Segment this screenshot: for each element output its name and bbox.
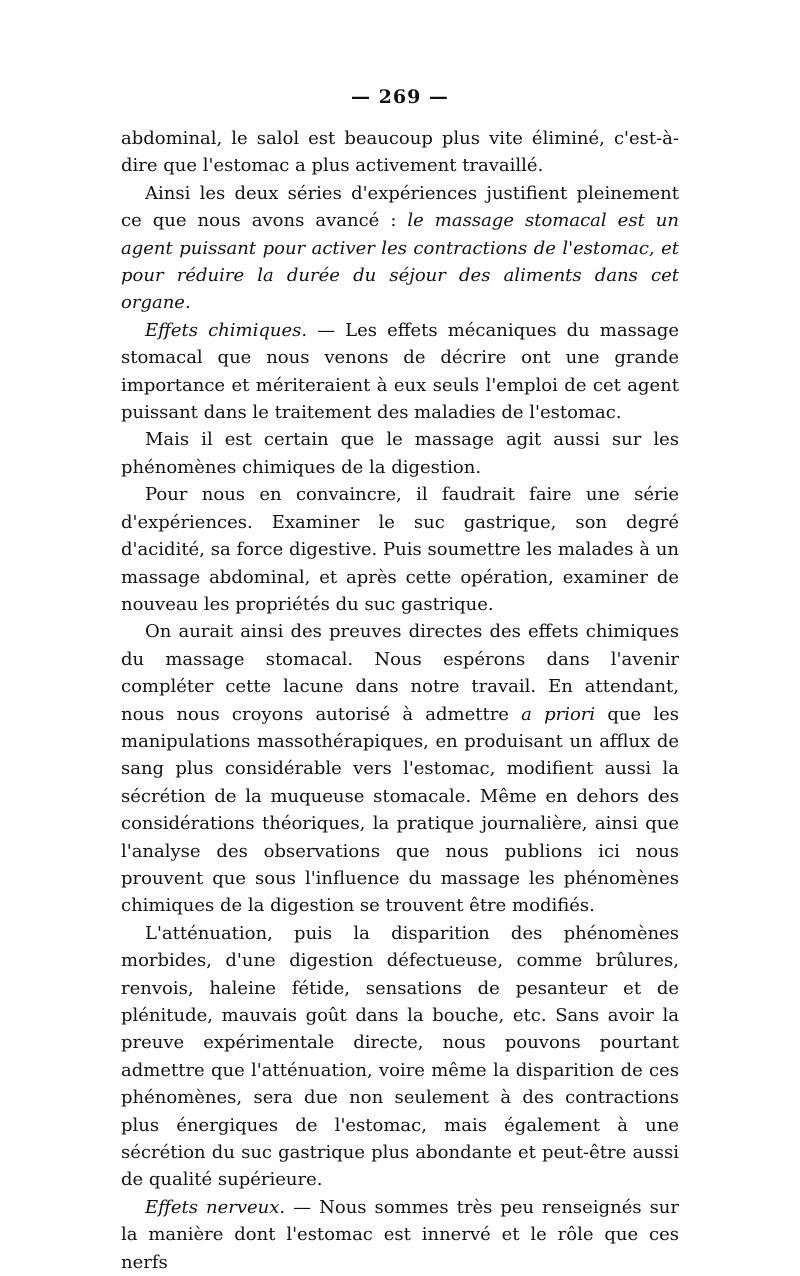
body-text <box>121 125 679 1276</box>
paragraph-text: On aurait ainsi des preuves directes des effets chimiques du massage stomacal. Nous espérons dans l'avenir compléter cette lacune dans notre travail. En attendant, nous nous croyons autorisé à admettre <box>121 621 679 725</box>
paragraph: L'atténuation, puis la disparition des phénomènes morbides, d'une digestion défectueuse, comme brûlures, renvois, haleine fétide, sensations de pesanteur et de plénitude, mauvais goût dans la bouche, etc. Sans avoir la preuve expérimentale directe, nous pouvons pourtant admettre que l'atténuation, voire même la disparition de ces phénomènes, sera due non seulement à des contractions plus énergiques de l'estomac, mais également à une sécrétion du suc gastrique plus abondante et peut-être aussi de qualité supérieure. <box>121 922 679 1191</box>
paragraph-text: — Nous sommes très peu renseignés sur la manière dont l'estomac est innervé et le rôle que ces nerfs <box>121 1196 679 1273</box>
paragraph <box>121 317 679 427</box>
italic-term: a priori <box>521 703 596 725</box>
section-heading: Effets nerveux. <box>145 1196 286 1218</box>
paragraph <box>121 618 679 919</box>
section-heading: Effets chimiques. <box>145 319 308 341</box>
paragraph-text: Ainsi les deux séries d'expériences justifient pleinement ce que nous avons avancé : <box>121 182 679 232</box>
paragraph-text: que les manipulations massothérapiques, en produisant un afflux de sang plus considérable vers l'estomac, modifient aussi la sécrétion de la muqueuse stomacale. Même en dehors des considérations théoriques, la pratique journalière, ainsi que l'analyse des observations que nous publions ici nous prouvent que sous l'influence du massage les phénomènes chimiques de la digestion se trouvent être modifiés. <box>121 703 679 917</box>
paragraph <box>121 180 679 317</box>
paragraph: Pour nous en convaincre, il faudrait faire une série d'expériences. Examiner le suc gastrique, son degré d'acidité, sa force digestive. Puis soumettre les malades à un massage abdominal, et après cette opération, examiner de nouveau les propriétés du suc gastrique. <box>121 484 679 615</box>
italic-conclusion: le massage stomacal est un agent puissant pour activer les contractions de l'estomac, et pour réduire la durée du séjour des aliments dans cet organe. <box>121 210 679 314</box>
paragraph <box>121 1194 679 1276</box>
paragraph: abdominal, le salol est beaucoup plus vite éliminé, c'est-à-dire que l'estomac a plus activement travaillé. <box>121 128 679 177</box>
paragraph-text: — Les effets mécaniques du massage stomacal que nous venons de décrire ont une grande importance et mériteraient à eux seuls l'emploi de cet agent puissant dans le traitement des maladies de l'estomac. <box>121 319 679 424</box>
paragraph: Mais il est certain que le massage agit aussi sur les phénomènes chimiques de la digestion. <box>121 429 679 478</box>
page-number: — 269 — <box>351 86 449 108</box>
